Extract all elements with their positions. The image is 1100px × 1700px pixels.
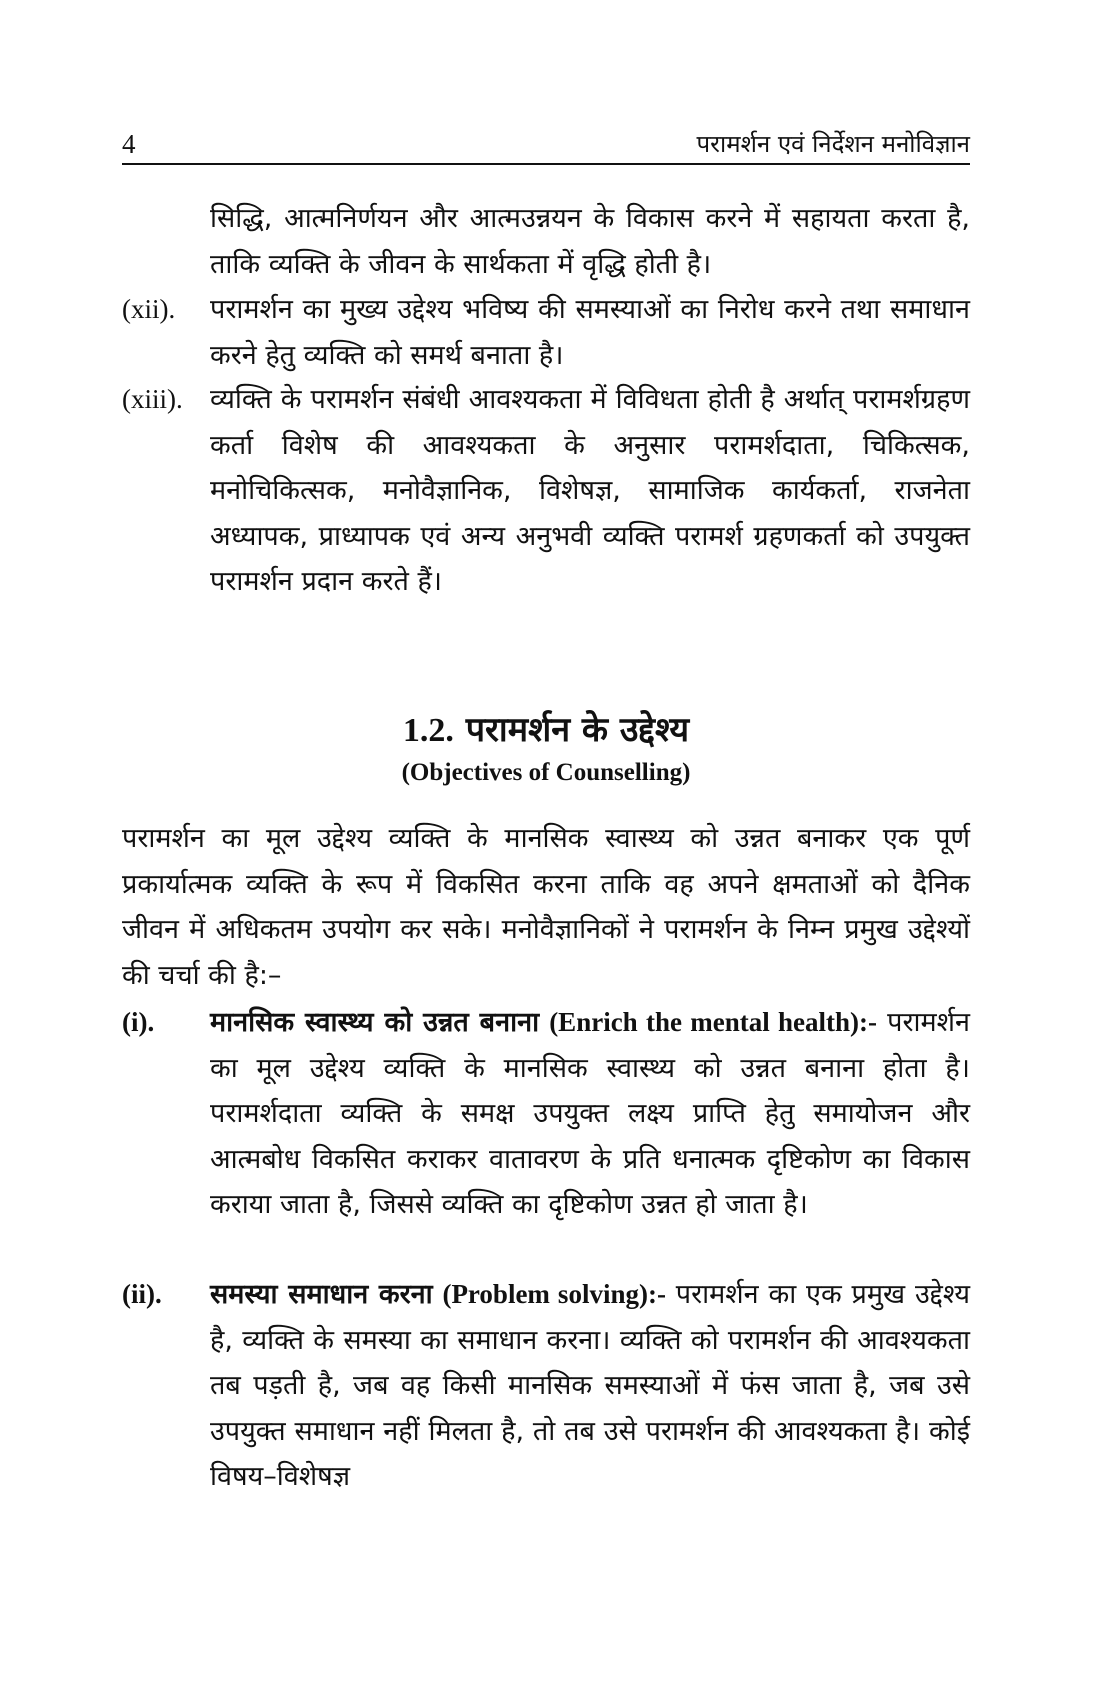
running-title: परामर्शन एवं निर्देशन मनोविज्ञान [696,130,970,158]
intro-paragraph: परामर्शन का मूल उद्देश्य व्यक्ति के मानसिक स्वास्थ्य को उन्नत बनाकर एक पूर्ण प्रकार्यात्मक व्यक्ति के रूप में विकसित करना ताकि वह अपने क्षमताओं को दैनिक जीवन में अधिकतम उपयोग कर सके। मनोवैज्ञानिकों ने परामर्शन के निम्न प्रमुख उद्देश्यों की चर्चा की है:– [122,823,970,991]
objective-body [210,1000,970,1228]
objective-title-english: (Enrich the mental health):- [549,1007,877,1037]
section-heading [122,706,970,791]
section-title-hindi: परामर्शन के उद्देश्य [465,710,690,750]
objective-item-i [122,1000,970,1228]
objective-text: परामर्शन का एक प्रमुख उद्देश्य है, व्यक्ति के समस्या का समाधान करना। व्यक्ति को परामर्शन की आवश्यकता तब पड़ती है, जब वह किसी मानसिक समस्याओं में फंस जाता है, जब उसे उपयुक्त समाधान नहीं मिलता है, तो तब उसे परामर्शन की आवश्यकता है। कोई विषय–विशेषज्ञ [210,1279,970,1492]
objective-body [210,1272,970,1500]
objective-number: (ii). [122,1279,162,1309]
item-text: व्यक्ति के परामर्शन संबंधी आवश्यकता में विविधता होती है अर्थात् परामर्शग्रहण कर्ता विशेष की आवश्यकता के अनुसार परामर्शदाता, चिकित्सक, मनोचिकित्सक, मनोवैज्ञानिक, विशेषज्ञ, सामाजिक कार्यकर्ता, राजनेता अध्यापक, प्राध्यापक एवं अन्य अनुभवी व्यक्ति परामर्श ग्रहणकर्ता को उपयुक्त परामर्शन प्रदान करते हैं। [210,384,970,597]
section-title [122,706,970,755]
objective-title-hindi: मानसिक स्वास्थ्य को उन्नत बनाना [210,1007,540,1038]
section-number: 1.2. [402,712,454,749]
continuation-text: सिद्धि, आत्मनिर्णयन और आत्मउन्नयन के विकास करने में सहायता करता है, ताकि व्यक्ति के जीवन के सार्थकता में वृद्धि होती है। [210,203,970,280]
item-number: (xiii). [122,384,183,414]
list-item-xii [122,287,970,378]
item-number: (xii). [122,294,176,324]
objective-title-english: (Problem solving):- [442,1279,666,1309]
list-item-xiii [122,377,970,605]
running-header [122,123,970,165]
item-text: परामर्शन का मुख्य उद्देश्य भविष्य की समस्याओं का निरोध करने तथा समाधान करने हेतु व्यक्ति को समर्थ बनाता है। [210,294,970,371]
section-title-english: (Objectives of Counselling) [401,759,691,786]
objective-item-ii [122,1272,970,1500]
objective-title-hindi: समस्या समाधान करना [210,1279,433,1310]
objective-text: परामर्शन का मूल उद्देश्य व्यक्ति के मानसिक स्वास्थ्य को उन्नत बनाना होता है। परामर्शदाता व्यक्ति के समक्ष उपयुक्त लक्ष्य प्राप्ति हेतु समायोजन और आत्मबोध विकसित कराकर वातावरण के प्रति धनात्मक दृष्टिकोण का विकास कराया जाता है, जिससे व्यक्ति का दृष्टिकोण उन्नत हो जाता है। [210,1007,970,1220]
objective-number: (i). [122,1007,155,1037]
page-number: 4 [122,129,136,159]
